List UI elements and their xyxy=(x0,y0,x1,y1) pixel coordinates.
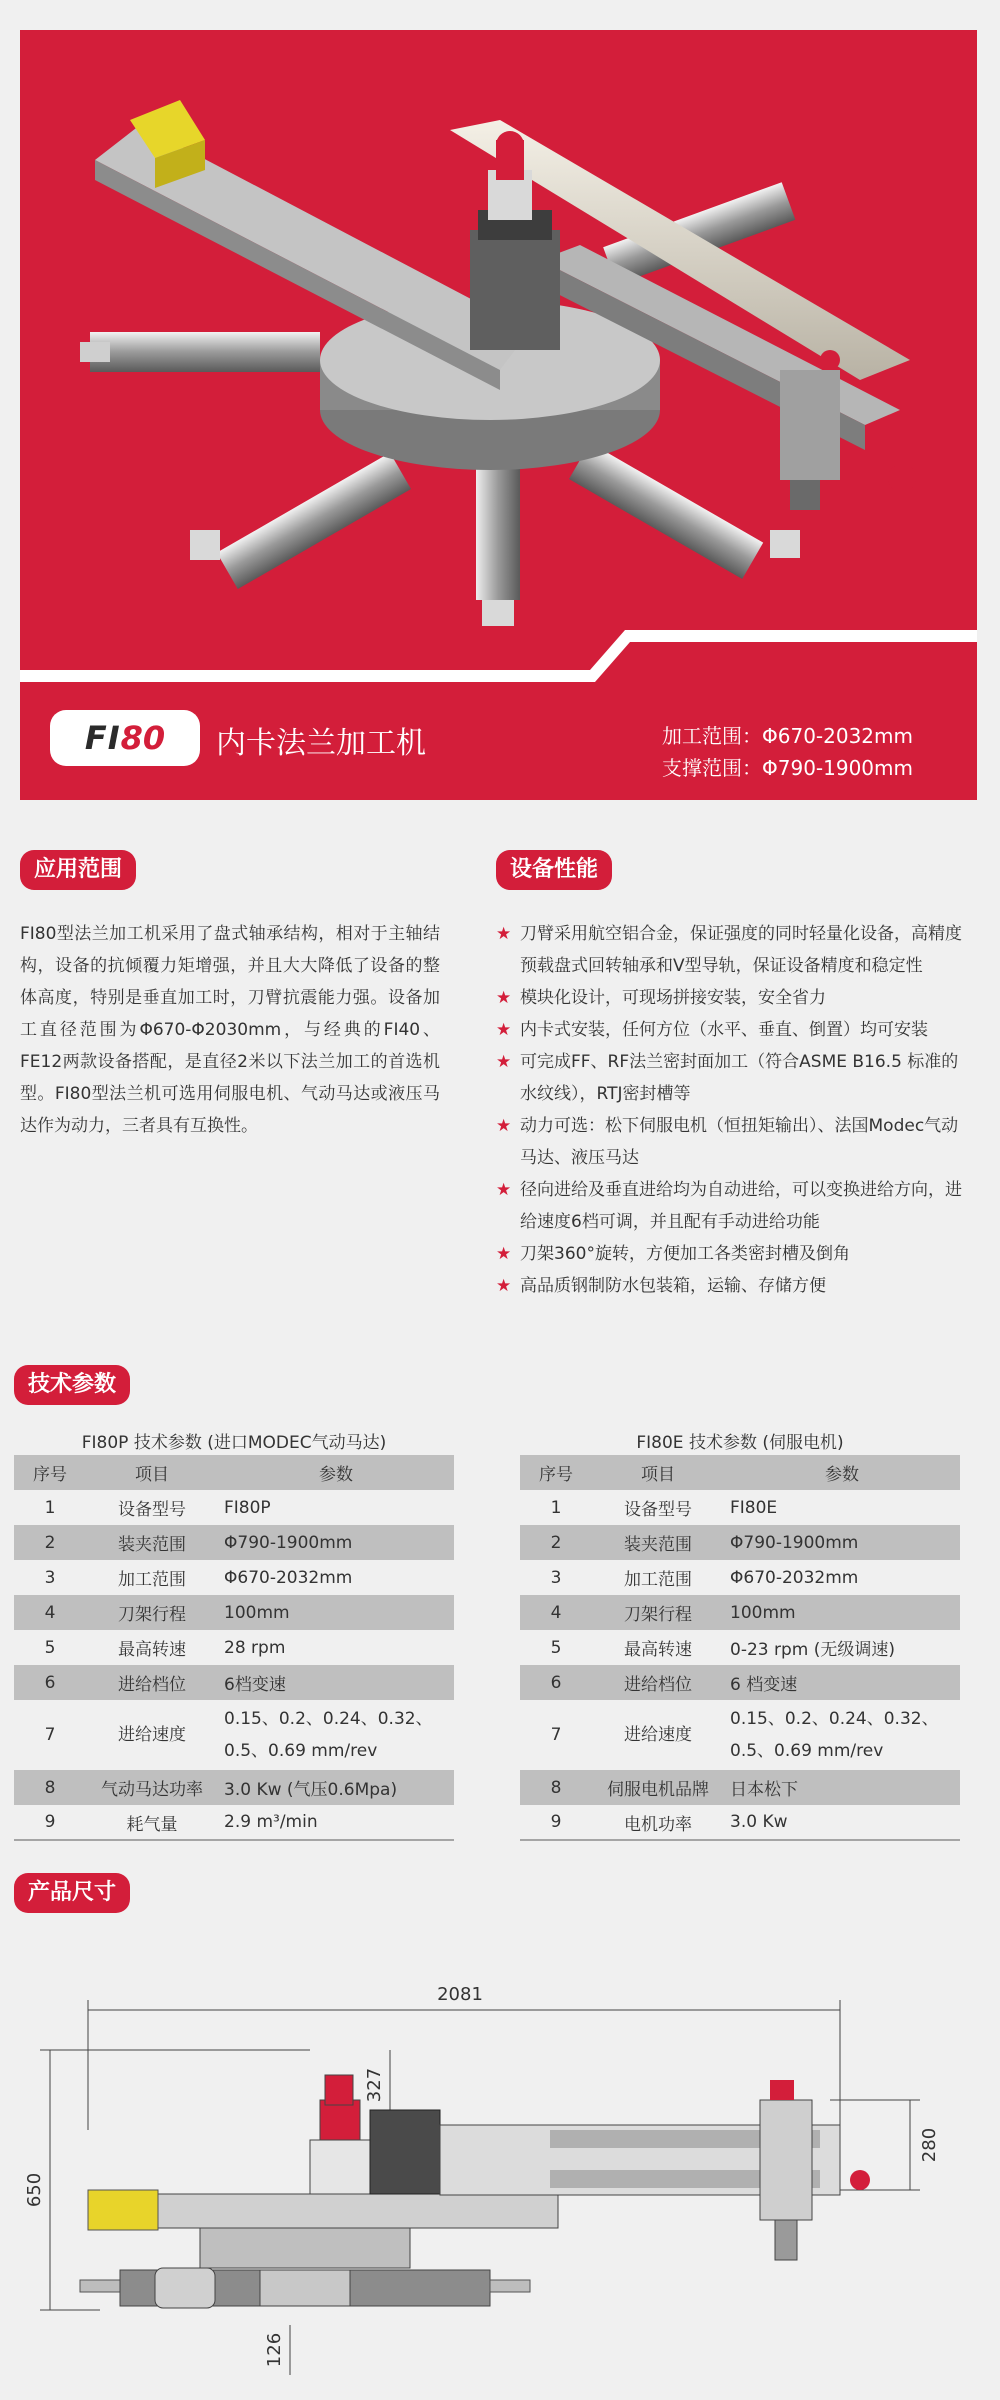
specs-tag: 技术参数 xyxy=(14,1365,130,1405)
cell-index: 3 xyxy=(550,1567,562,1588)
application-tag: 应用范围 xyxy=(20,850,136,890)
list-item xyxy=(496,1014,972,1046)
drawing-base xyxy=(200,2228,410,2268)
list-item xyxy=(496,918,972,982)
list-item xyxy=(496,1270,972,1302)
performance-item-text: 模块化设计，可现场拼接安装，安全省力 xyxy=(520,988,826,1008)
cell-index: 9 xyxy=(14,1805,86,1840)
table-row xyxy=(14,1665,454,1700)
cell-param: 2.9 m³/min xyxy=(218,1805,454,1840)
cell-item: 最高转速 xyxy=(624,1640,692,1660)
cell-param: FI80E xyxy=(730,1497,778,1518)
star-icon: ★ xyxy=(496,1116,512,1136)
header-item: 项目 xyxy=(592,1455,724,1490)
performance-tag: 设备性能 xyxy=(496,850,612,890)
dimension-drawing xyxy=(24,1980,970,2380)
performance-item-text: 径向进给及垂直进给均为自动进给，可以变换进给方向，进给速度6档可调，并且配有手动进给功能 xyxy=(520,1180,962,1232)
cell-index: 7 xyxy=(44,1725,56,1745)
list-item xyxy=(496,1174,972,1238)
list-item xyxy=(496,1110,972,1174)
table-row xyxy=(14,1490,454,1525)
table-row xyxy=(14,1700,454,1770)
cell-param: 3.0 Kw xyxy=(724,1805,960,1840)
cell-param: 0.15、0.2、0.24、0.32、0.5、0.69 mm/rev xyxy=(730,1709,939,1761)
drawing-counterweight xyxy=(88,2190,158,2230)
performance-item-text: 高品质钢制防水包装箱，运输、存储方便 xyxy=(520,1276,826,1296)
cell-item: 加工范围 xyxy=(118,1570,186,1590)
product-title: 内卡法兰加工机 xyxy=(216,726,426,761)
star-icon: ★ xyxy=(496,1276,512,1296)
header-param: 参数 xyxy=(724,1455,960,1490)
cell-param: Φ790-1900mm xyxy=(724,1525,960,1560)
table-e-title: FI80E 技术参数 (伺服电机) xyxy=(636,1433,844,1453)
cell-param: 0-23 rpm (无级调速) xyxy=(730,1640,895,1660)
dim-width-label: 2081 xyxy=(437,1984,483,2005)
table-header-row xyxy=(520,1455,960,1490)
list-item xyxy=(496,982,972,1014)
cell-item: 装夹范围 xyxy=(592,1525,724,1560)
performance-item-text: 刀臂采用航空铝合金，保证强度的同时轻量化设备，高精度预载盘式回转轴承和V型导轨，保证设备精度和稳定性 xyxy=(520,924,962,976)
cell-item: 电机功率 xyxy=(592,1805,724,1840)
cell-index: 9 xyxy=(520,1805,592,1840)
header-item: 项目 xyxy=(86,1455,218,1490)
performance-item-text: 可完成FF、RF法兰密封面加工（符合ASME B16.5 标准的水纹线），RTJ密封槽等 xyxy=(520,1052,959,1104)
table-row xyxy=(520,1595,960,1630)
star-icon: ★ xyxy=(496,924,512,944)
cell-index: 3 xyxy=(44,1567,56,1588)
cell-index: 6 xyxy=(14,1665,86,1700)
cell-item: 进给档位 xyxy=(86,1665,218,1700)
cell-param: Φ670-2032mm xyxy=(730,1567,859,1588)
cell-item: 耗气量 xyxy=(86,1805,218,1840)
cell-index: 4 xyxy=(520,1595,592,1630)
cell-param: 28 rpm xyxy=(224,1637,286,1658)
table-row xyxy=(520,1770,960,1805)
cell-item: 进给档位 xyxy=(592,1665,724,1700)
cell-param: 6 档变速 xyxy=(724,1665,960,1700)
table-row xyxy=(14,1525,454,1560)
cell-index: 1 xyxy=(44,1497,56,1518)
table-row xyxy=(520,1700,960,1770)
dim-slide-height-label: 280 xyxy=(919,2127,940,2163)
cell-param: Φ790-1900mm xyxy=(218,1525,454,1560)
star-icon: ★ xyxy=(496,1244,512,1264)
cell-item: 设备型号 xyxy=(118,1500,186,1520)
table-row xyxy=(520,1490,960,1525)
table-row xyxy=(14,1805,454,1840)
cell-param: FI80P xyxy=(224,1497,271,1518)
cell-index: 4 xyxy=(14,1595,86,1630)
cell-param: 100mm xyxy=(218,1595,454,1630)
cell-param: 0.15、0.2、0.24、0.32、0.5、0.69 mm/rev xyxy=(224,1709,433,1761)
cell-item: 设备型号 xyxy=(624,1500,692,1520)
star-icon: ★ xyxy=(496,988,512,1008)
model-badge xyxy=(50,710,200,766)
cell-index: 6 xyxy=(520,1665,592,1700)
table-row xyxy=(14,1595,454,1630)
drawing-legs xyxy=(80,2268,530,2308)
cell-param: 6档变速 xyxy=(218,1665,454,1700)
cell-item: 加工范围 xyxy=(624,1570,692,1590)
header-index: 序号 xyxy=(520,1455,592,1490)
cell-param: 100mm xyxy=(724,1595,960,1630)
cell-item: 刀架行程 xyxy=(86,1595,218,1630)
table-p-title: FI80P 技术参数 (进口MODEC气动马达) xyxy=(81,1433,387,1453)
cell-index: 5 xyxy=(44,1637,56,1658)
spec-support-range: 支撑范围：Φ790-1900mm xyxy=(662,756,913,780)
cell-item: 伺服电机品牌 xyxy=(592,1770,724,1805)
table-row xyxy=(520,1805,960,1840)
performance-item-text: 内卡式安装，任何方位（水平、垂直、倒置）均可安装 xyxy=(520,1020,928,1040)
table-row xyxy=(14,1630,454,1665)
table-row xyxy=(520,1525,960,1560)
model-prefix: FI xyxy=(84,719,121,757)
cell-item: 进给速度 xyxy=(118,1725,186,1745)
star-icon: ★ xyxy=(496,1180,512,1200)
dim-top-offset-label: 327 xyxy=(364,2067,385,2103)
cell-item: 最高转速 xyxy=(118,1640,186,1660)
cell-item: 进给速度 xyxy=(624,1725,692,1745)
cell-index: 8 xyxy=(14,1770,86,1805)
list-item xyxy=(496,1238,972,1270)
spec-machining-range: 加工范围：Φ670-2032mm xyxy=(662,724,913,748)
cell-index: 2 xyxy=(14,1525,86,1560)
dim-bottom-offset-label: 126 xyxy=(264,2332,285,2368)
cell-index: 8 xyxy=(520,1770,592,1805)
dim-height-label: 650 xyxy=(24,2172,45,2208)
table-header-row xyxy=(14,1455,454,1490)
star-icon: ★ xyxy=(496,1020,512,1040)
table-row xyxy=(14,1560,454,1595)
performance-item-text: 动力可选：松下伺服电机（恒扭矩输出）、法国Modec气动马达、液压马达 xyxy=(520,1116,959,1168)
table-row xyxy=(520,1630,960,1665)
star-icon: ★ xyxy=(496,1052,512,1072)
spec-table-e xyxy=(520,1455,960,1841)
hero-banner xyxy=(20,30,977,800)
application-text: FI80型法兰加工机采用了盘式轴承结构，相对于主轴结构，设备的抗倾覆力矩增强，并且大大降低了设备的整体高度，特别是垂直加工时，刀臂抗震能力强。设备加工直径范围为Φ670-Φ2030mm，与经典的FI40、FE12两款设备搭配，是直径2米以下法兰加工的首选机型。FI80型法兰机可选用伺服电机、气动马达或液压马达作为动力，三者具有互换性。 xyxy=(20,924,440,1136)
performance-list xyxy=(496,918,972,1302)
list-item xyxy=(496,1046,972,1110)
header-param: 参数 xyxy=(218,1455,454,1490)
dimensions-tag: 产品尺寸 xyxy=(14,1873,130,1913)
cell-index: 7 xyxy=(550,1725,562,1745)
header-index: 序号 xyxy=(14,1455,86,1490)
cell-item: 气动马达功率 xyxy=(86,1770,218,1805)
table-row xyxy=(520,1665,960,1700)
table-row xyxy=(14,1770,454,1805)
cell-item: 装夹范围 xyxy=(86,1525,218,1560)
cell-param: 日本松下 xyxy=(724,1770,960,1805)
spec-table-p xyxy=(14,1455,454,1841)
cell-index: 2 xyxy=(520,1525,592,1560)
model-number: 80 xyxy=(120,719,166,757)
cell-param: Φ670-2032mm xyxy=(224,1567,353,1588)
performance-item-text: 刀架360°旋转，方便加工各类密封槽及倒角 xyxy=(520,1244,850,1264)
cell-index: 1 xyxy=(550,1497,562,1518)
cell-item: 刀架行程 xyxy=(592,1595,724,1630)
table-row xyxy=(520,1560,960,1595)
cell-param: 3.0 Kw (气压0.6Mpa) xyxy=(218,1770,454,1805)
cell-index: 5 xyxy=(550,1637,562,1658)
hero-white-band xyxy=(20,30,977,800)
